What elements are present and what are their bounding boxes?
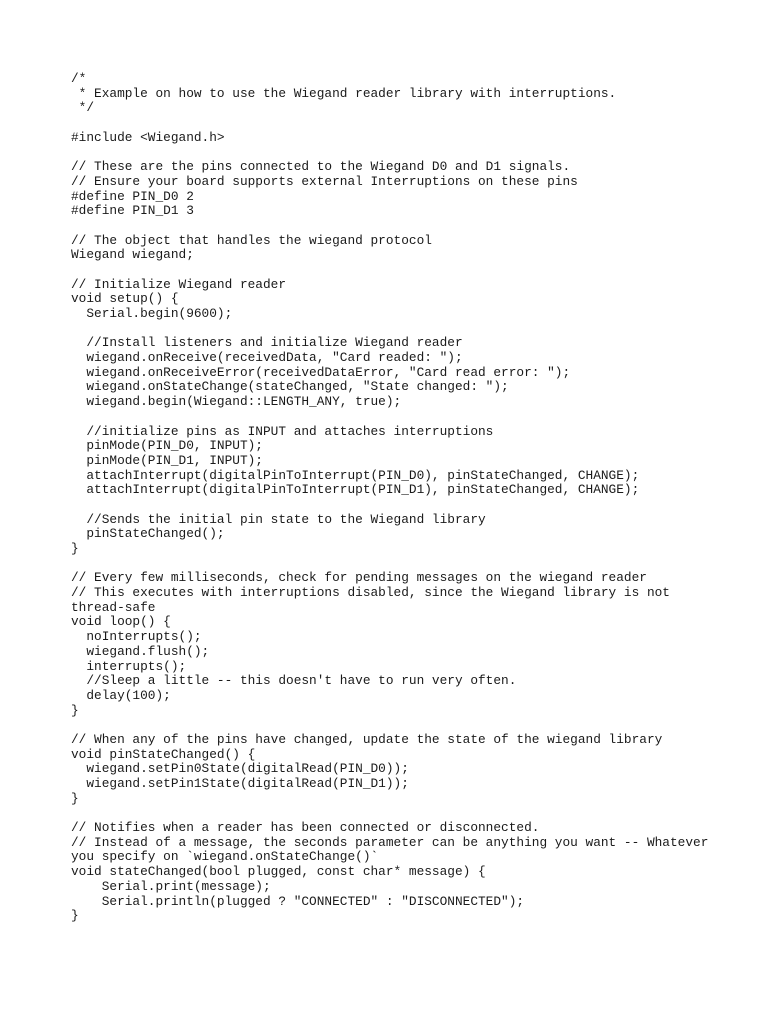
code-listing — [71, 72, 711, 924]
code-line — [71, 498, 711, 513]
code-line: // This executes with interruptions disabled, since the Wiegand library is not — [71, 585, 670, 601]
code-line: wiegand.setPin1State(digitalRead(PIN_D1)); — [71, 776, 409, 791]
code-line: // Initialize Wiegand reader — [71, 276, 287, 292]
code-line: } — [71, 790, 79, 806]
code-line: * Example on how to use the Wiegand reader library with interruptions. — [71, 85, 617, 101]
code-line: Serial.println(plugged ? "CONNECTED" : "DISCONNECTED"); — [71, 893, 525, 909]
code-line: //Install listeners and initialize Wiegand reader — [71, 335, 463, 351]
code-line: wiegand.begin(Wiegand::LENGTH_ANY, true); — [71, 394, 402, 410]
code-line: you specify on `wiegand.onStateChange()` — [71, 849, 379, 865]
code-line — [71, 322, 711, 337]
code-line: wiegand.onStateChange(stateChanged, "State changed: "); — [71, 379, 509, 395]
code-line: // When any of the pins have changed, update the state of the wiegand library — [71, 731, 663, 747]
code-line: pinMode(PIN_D1, INPUT); — [71, 452, 263, 468]
code-line — [71, 557, 711, 572]
code-line: attachInterrupt(digitalPinToInterrupt(PIN_D1), pinStateChanged, CHANGE); — [71, 482, 640, 498]
code-line: #include <Wiegand.h> — [71, 129, 225, 145]
code-line: Wiegand wiegand; — [71, 247, 194, 263]
code-line — [71, 718, 711, 733]
code-line: interrupts(); — [71, 658, 187, 674]
code-line: // Every few milliseconds, check for pending messages on the wiegand reader — [71, 570, 647, 586]
code-line: delay(100); — [71, 687, 171, 703]
code-line: void stateChanged(bool plugged, const char* message) { — [71, 864, 486, 880]
code-line: wiegand.setPin0State(digitalRead(PIN_D0)); — [71, 761, 409, 777]
code-line: pinStateChanged(); — [71, 526, 225, 542]
code-line: Serial.print(message); — [71, 878, 271, 894]
code-line: pinMode(PIN_D0, INPUT); — [71, 438, 263, 454]
code-line: //Sleep a little -- this doesn't have to run very often. — [71, 673, 517, 689]
code-line: */ — [71, 100, 95, 116]
code-line — [71, 263, 711, 278]
code-line — [71, 116, 711, 131]
code-line: noInterrupts(); — [71, 629, 202, 645]
code-line: #define PIN_D1 3 — [71, 203, 194, 219]
code-line: void pinStateChanged() { — [71, 746, 256, 762]
code-line: attachInterrupt(digitalPinToInterrupt(PIN_D0), pinStateChanged, CHANGE); — [71, 467, 640, 483]
code-line: } — [71, 541, 79, 556]
code-line: /* — [71, 71, 87, 86]
code-line: void loop() { — [71, 614, 171, 630]
code-line: } — [71, 702, 79, 718]
code-line: //Sends the initial pin state to the Wiegand library — [71, 511, 486, 527]
code-line — [71, 806, 711, 821]
code-line — [71, 145, 711, 160]
code-line: void setup() { — [71, 291, 179, 307]
code-line: wiegand.onReceive(receivedData, "Card readed: "); — [71, 350, 463, 366]
code-line: // These are the pins connected to the Wiegand D0 and D1 signals. — [71, 159, 571, 175]
code-line: #define PIN_D0 2 — [71, 188, 194, 204]
code-line — [71, 219, 711, 234]
code-line: Serial.begin(9600); — [71, 306, 233, 321]
code-line: } — [71, 908, 79, 924]
code-line: // Ensure your board supports external Interruptions on these pins — [71, 173, 578, 189]
code-line: // Notifies when a reader has been connected or disconnected. — [71, 820, 540, 836]
code-line — [71, 410, 711, 425]
code-line: thread-safe — [71, 599, 156, 615]
code-line: wiegand.onReceiveError(receivedDataError, "Card read error: "); — [71, 364, 571, 380]
code-line: // Instead of a message, the seconds parameter can be anything you want -- Whatever — [71, 834, 709, 850]
code-line: //initialize pins as INPUT and attaches interruptions — [71, 423, 494, 439]
code-line: wiegand.flush(); — [71, 643, 210, 659]
code-line: // The object that handles the wiegand protocol — [71, 232, 432, 248]
